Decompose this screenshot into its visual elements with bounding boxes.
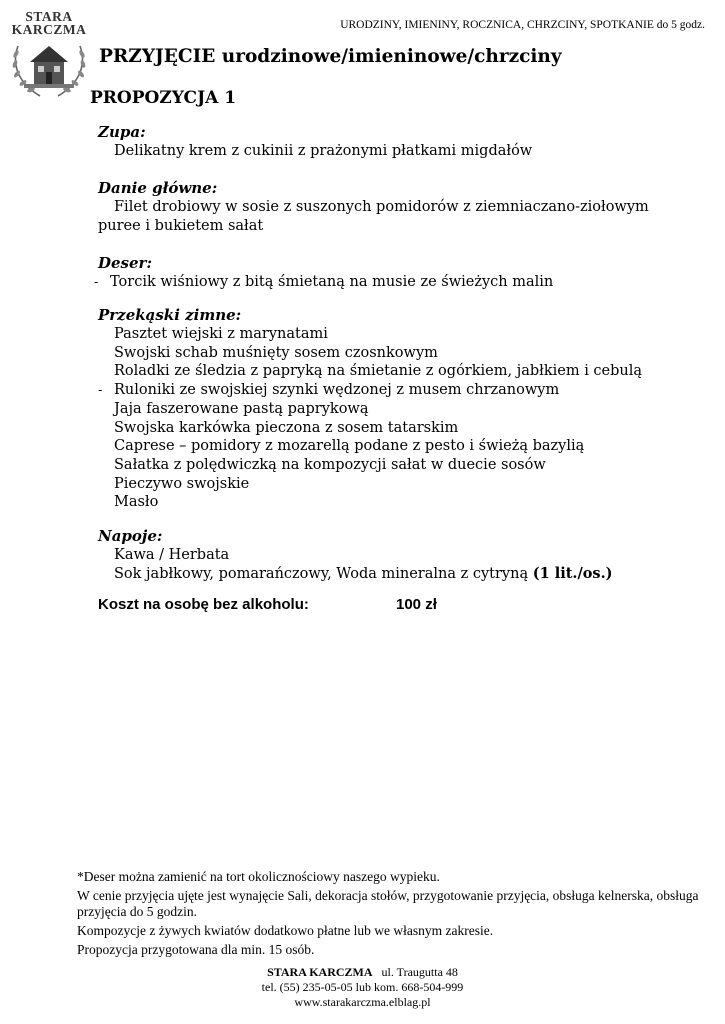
section-cold	[98, 305, 698, 512]
logo-line2: KARCZMA	[11, 22, 87, 37]
section-title-main: Danie główne:	[98, 179, 218, 197]
page-title: PRZYJĘCIE urodzinowe/imieninowe/chrzciny	[99, 46, 562, 67]
note-dessert: *Deser można zamienić na tort okolicznościowy naszego wypieku.	[77, 869, 440, 884]
section-dessert	[94, 253, 698, 292]
section-soup	[98, 122, 698, 161]
menu-item: Roladki ze śledzia z papryką na śmietanie z ogórkiem, jabłkiem i cebulą	[114, 363, 643, 380]
menu-item: Kawa / Herbata	[114, 547, 230, 563]
cost-line	[98, 596, 437, 613]
footer	[0, 965, 725, 1010]
section-title-soup: Zupa:	[98, 123, 146, 141]
notes	[77, 869, 707, 961]
menu-item: Filet drobiowy w sosie z suszonych pomidorów z ziemniaczano-ziołowym puree i bukietem sałat	[98, 199, 649, 234]
footer-phone: tel. (55) 235-05-05 lub kom. 668-504-999	[261, 980, 464, 994]
footer-line1	[0, 965, 725, 980]
header-occasions: URODZINY, IMIENINY, ROCZNICA, CHRZCINY, SPOTKANIE do 5 godz.	[340, 19, 705, 31]
footer-website: www.starakarczma.elblag.pl	[294, 995, 431, 1009]
section-title-drinks: Napoje:	[98, 527, 163, 545]
menu-item: - Torcik wiśniowy z bitą śmietaną na musie ze świeżych malin	[94, 274, 554, 290]
menu-item: - Ruloniki ze swojskiej szynki wędzonej z musem chrzanowym	[98, 382, 560, 399]
cost-value: 100 zł	[396, 596, 437, 613]
menu-item: Swojska karkówka pieczona z sosem tatarskim	[114, 419, 459, 436]
cost-label: Koszt na osobę bez alkoholu:	[98, 596, 309, 613]
note-flowers: Kompozycje z żywych kwiatów dodatkowo płatne lub we własnym zakresie.	[77, 923, 494, 938]
section-main	[98, 178, 698, 235]
menu-item: Caprese – pomidory z mozarellą podane z pesto i świeżą bazylią	[114, 438, 585, 455]
menu-item: Swojski schab muśnięty sosem czosnkowym	[114, 344, 438, 361]
footer-address: ul. Traugutta 48	[381, 965, 458, 979]
logo	[8, 10, 90, 100]
menu-item: Delikatny krem z cukinii z prażonymi płatkami migdałów	[114, 143, 533, 159]
logo-emblem-icon	[10, 38, 88, 100]
proposal-heading: PROPOZYCJA 1	[90, 88, 237, 108]
menu-item: Pasztet wiejski z marynatami	[114, 326, 328, 342]
note-included: W cenie przyjęcia ujęte jest wynajęcie Sali, dekoracja stołów, przygotowanie przyjęcia, obsługa kelnerska, obsługa przyjęcia do 5 godzin.	[77, 888, 699, 919]
section-drinks	[98, 526, 698, 583]
menu-item: Sałatka z polędwiczką na kompozycji sałat w duecie sosów	[114, 456, 546, 473]
section-title-cold: Przekąski zimne:	[98, 306, 242, 324]
menu-item: Jaja faszerowane pastą paprykową	[114, 400, 369, 417]
menu-item: Masło	[114, 494, 159, 511]
logo-line1: STARA	[25, 9, 73, 24]
footer-name: STARA KARCZMA	[267, 965, 373, 979]
note-minimum: Propozycja przygotowana dla min. 15 osób.	[77, 942, 315, 957]
drinks-quantity-note: (1 lit./os.)	[532, 564, 613, 582]
menu-item: Pieczywo swojskie	[114, 475, 250, 492]
menu-item: Sok jabłkowy, pomarańczowy, Woda mineralna z cytryną (1 lit./os.)	[114, 564, 613, 582]
section-title-dessert: Deser:	[98, 254, 152, 272]
